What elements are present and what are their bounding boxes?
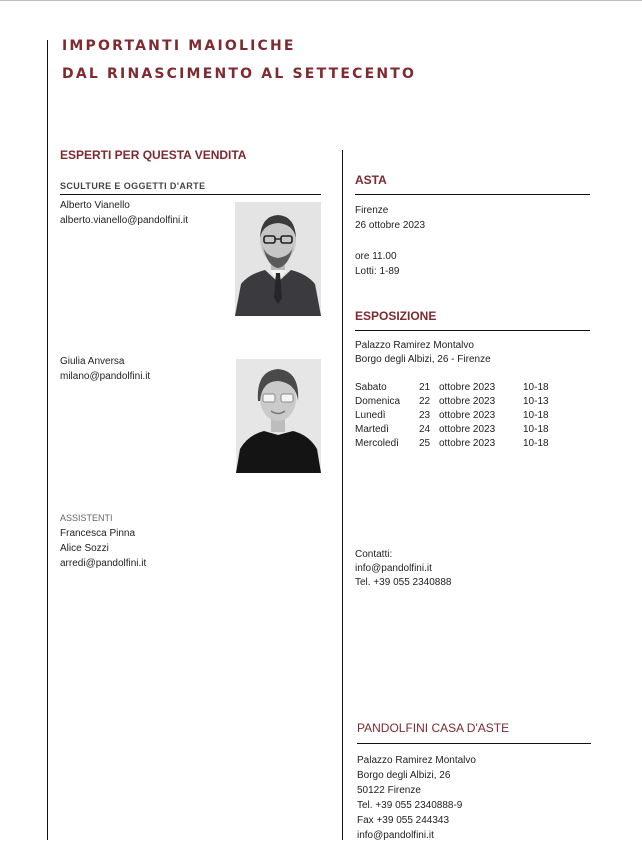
top-border bbox=[0, 0, 642, 1]
schedule-row bbox=[355, 394, 549, 408]
schedule-hours: 10-18 bbox=[523, 381, 549, 393]
asta-date: 26 ottobre 2023 bbox=[355, 220, 426, 231]
schedule-row bbox=[355, 380, 549, 394]
experts-heading: ESPERTI PER QUESTA VENDITA bbox=[60, 148, 247, 162]
schedule-month: ottobre 2023 bbox=[439, 381, 496, 393]
schedule-day: Lunedì bbox=[355, 409, 386, 421]
schedule-month: ottobre 2023 bbox=[439, 437, 496, 449]
left-margin-line bbox=[47, 40, 48, 840]
assistant-name: Francesca Pinna bbox=[60, 528, 136, 539]
schedule-hours: 10-18 bbox=[523, 409, 549, 421]
asta-lots: Lotti: 1-89 bbox=[355, 266, 400, 277]
schedule-day: Mercoledì bbox=[355, 437, 399, 449]
schedule-hours: 10-18 bbox=[523, 423, 549, 435]
exhibition-schedule bbox=[355, 380, 549, 450]
asta-city: Firenze bbox=[355, 205, 389, 216]
contacts-label: Contatti: bbox=[355, 549, 393, 560]
footer-line: Palazzo Ramirez Montalvo bbox=[357, 755, 476, 766]
esposizione-rule bbox=[355, 330, 590, 331]
contacts-email[interactable]: info@pandolfini.it bbox=[355, 563, 432, 574]
footer-heading: PANDOLFINI CASA D'ASTE bbox=[357, 721, 510, 735]
schedule-month: ottobre 2023 bbox=[439, 395, 496, 407]
schedule-hours: 10-18 bbox=[523, 437, 549, 449]
footer-line: Tel. +39 055 2340888-9 bbox=[357, 800, 463, 811]
schedule-month: ottobre 2023 bbox=[439, 423, 496, 435]
experts-subheading-rule bbox=[60, 194, 321, 195]
schedule-day: Martedì bbox=[355, 423, 389, 435]
schedule-row bbox=[355, 436, 549, 450]
expert-email[interactable]: milano@pandolfini.it bbox=[60, 371, 151, 382]
footer-line: Fax +39 055 244343 bbox=[357, 815, 450, 826]
expert-photo-giulia-anversa bbox=[236, 359, 321, 473]
assistant-name: Alice Sozzi bbox=[60, 543, 109, 554]
expert-photo-alberto-vianello bbox=[235, 202, 321, 316]
contacts-phone: Tel. +39 055 2340888 bbox=[355, 577, 452, 588]
catalog-title-line-2: DAL RINASCIMENTO AL SETTECENTO bbox=[62, 66, 417, 82]
expert-name: Alberto Vianello bbox=[60, 200, 130, 211]
column-divider bbox=[342, 150, 343, 840]
experts-subheading: SCULTURE E OGGETTI D'ARTE bbox=[60, 181, 206, 191]
schedule-row bbox=[355, 422, 549, 436]
assistants-email[interactable]: arredi@pandolfini.it bbox=[60, 558, 147, 569]
schedule-hours: 10-13 bbox=[523, 395, 549, 407]
footer-rule bbox=[357, 743, 591, 744]
portrait-woman-icon bbox=[236, 359, 321, 473]
schedule-month: ottobre 2023 bbox=[439, 409, 496, 421]
expert-name: Giulia Anversa bbox=[60, 356, 125, 367]
asta-heading: ASTA bbox=[355, 173, 387, 187]
portrait-man-icon bbox=[235, 202, 321, 316]
footer-line: Borgo degli Albizi, 26 bbox=[357, 770, 451, 781]
catalog-title-line-1: IMPORTANTI MAIOLICHE bbox=[62, 38, 296, 54]
schedule-date: 23 bbox=[419, 409, 431, 421]
footer-email[interactable]: info@pandolfini.it bbox=[357, 830, 434, 841]
esposizione-heading: ESPOSIZIONE bbox=[355, 309, 437, 323]
schedule-day: Sabato bbox=[355, 381, 387, 393]
esposizione-address: Borgo degli Albizi, 26 - Firenze bbox=[355, 354, 491, 365]
expert-email[interactable]: alberto.vianello@pandolfini.it bbox=[60, 215, 189, 226]
schedule-date: 21 bbox=[419, 381, 431, 393]
schedule-date: 25 bbox=[419, 437, 431, 449]
asta-time: ore 11.00 bbox=[355, 251, 397, 262]
schedule-date: 24 bbox=[419, 423, 431, 435]
schedule-date: 22 bbox=[419, 395, 431, 407]
asta-rule bbox=[355, 194, 590, 195]
assistants-label: ASSISTENTI bbox=[60, 513, 113, 523]
schedule-row bbox=[355, 408, 549, 422]
footer-line: 50122 Firenze bbox=[357, 785, 421, 796]
schedule-day: Domenica bbox=[355, 395, 401, 407]
esposizione-venue: Palazzo Ramirez Montalvo bbox=[355, 340, 474, 351]
